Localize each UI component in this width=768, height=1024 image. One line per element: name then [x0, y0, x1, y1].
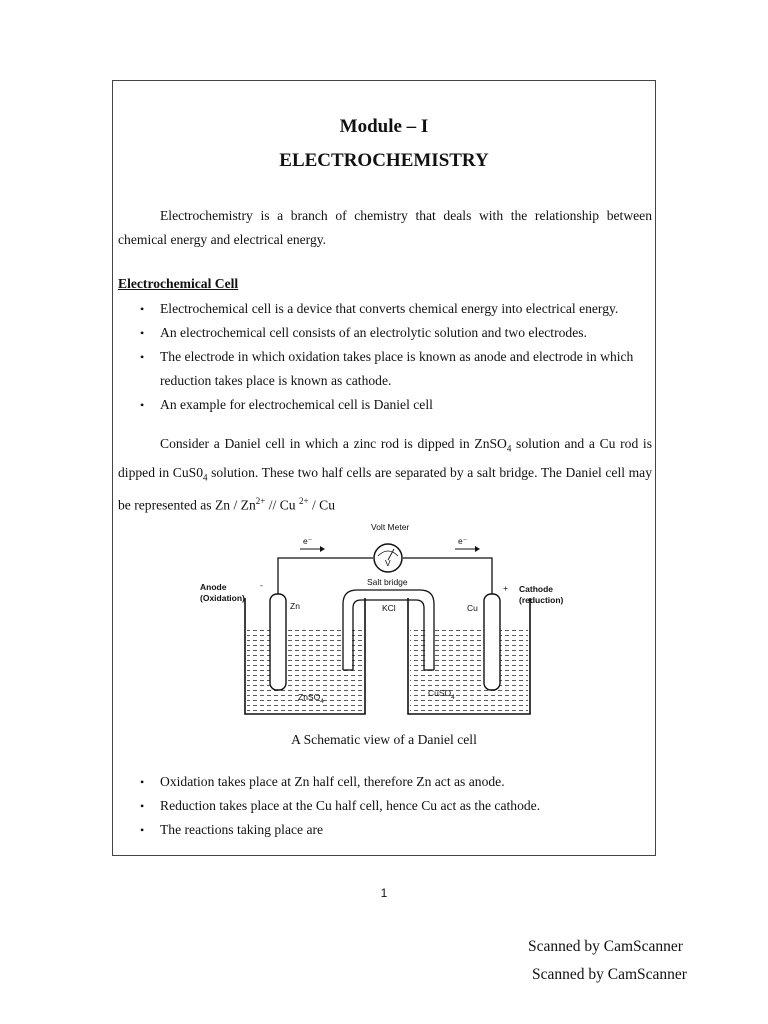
voltmeter-symbol: V: [385, 558, 391, 568]
salt-bridge-label: Salt bridge: [367, 577, 408, 587]
bullet-icon: •: [140, 398, 145, 412]
daniel-text-5: / Cu: [308, 497, 335, 513]
superscript-charge: 2+: [255, 496, 266, 507]
list-item: [118, 321, 652, 345]
list-item-text: The reactions taking place are: [160, 822, 324, 837]
list-item: [118, 770, 652, 794]
list-item-text: An example for electrochemical cell is Daniel cell: [160, 397, 433, 412]
cathode-sign: +: [503, 583, 508, 593]
subscript-4: 4: [506, 443, 512, 454]
intro-paragraph: [118, 204, 652, 252]
daniel-text-3: solution. These two half cells are separated by a salt bridge. The Daniel cell may be represented as Zn / Zn: [118, 464, 653, 513]
anode-sign: -: [260, 580, 263, 590]
daniel-text-4: // Cu: [265, 497, 299, 513]
daniel-cell-diagram: [190, 518, 580, 723]
daniel-text-2: solution and a Cu rod is dipped in CuS0: [118, 436, 652, 480]
bullet-icon: •: [140, 302, 145, 316]
zinc-rod: [270, 594, 286, 690]
list-item-text: An electrochemical cell consists of an electrolytic solution and two electrodes.: [160, 325, 587, 340]
page-number: 1: [380, 886, 388, 900]
electrochemical-cell-bullets: [118, 297, 652, 417]
anode-sublabel: (Oxidation): [200, 593, 245, 603]
daniel-cell-paragraph: [118, 432, 652, 518]
zn-label: Zn: [290, 601, 300, 611]
list-item-text: Reduction takes place at the Cu half cell, hence Cu act as the cathode.: [160, 798, 541, 813]
cuso4-label: CuSO$_4$: [428, 688, 455, 701]
anode-label: Anode: [200, 582, 227, 592]
list-item: [118, 297, 652, 321]
bullet-icon: •: [140, 326, 145, 340]
list-item-text: Oxidation takes place at Zn half cell, therefore Zn act as anode.: [160, 774, 505, 789]
cathode-label: Cathode: [519, 584, 553, 594]
bullet-icon: •: [140, 823, 145, 837]
cathode-sublabel: (reduction): [519, 595, 564, 605]
half-cell-bullets: [118, 770, 652, 842]
diagram-caption: A Schematic view of a Daniel cell: [291, 732, 477, 747]
scan-stamp: Scanned by CamScanner: [528, 938, 683, 955]
list-item: [118, 794, 652, 818]
salt-bridge-fill-right: [425, 630, 433, 670]
intro-text: Electrochemistry is a branch of chemistry that deals with the relationship between chemical energy and electrical energy.: [118, 208, 652, 247]
kcl-label: KCl: [382, 603, 396, 613]
electrochemical-cell-heading: Electrochemical Cell: [118, 276, 239, 291]
arrowhead-left: [320, 546, 325, 552]
cu-label: Cu: [467, 603, 478, 613]
superscript-charge: 2+: [298, 496, 309, 507]
copper-rod: [484, 594, 500, 690]
list-item-text: Electrochemical cell is a device that converts chemical energy into electrical energy.: [160, 301, 619, 316]
daniel-text-1: Consider a Daniel cell in which a zinc rod is dipped in ZnSO: [160, 436, 507, 451]
znso4-label: ZnSO$_4$: [298, 692, 324, 705]
electron-label-left: e⁻: [303, 536, 313, 546]
arrowhead-right: [475, 546, 480, 552]
list-item-text: The electrode in which oxidation takes place is known as anode and electrode in which reduction takes place is known as cathode.: [160, 349, 634, 388]
subscript-4: 4: [203, 472, 208, 483]
bullet-icon: •: [140, 775, 145, 789]
list-item: [118, 393, 652, 417]
volt-meter-label: Volt Meter: [371, 522, 410, 532]
section-title: ELECTROCHEMISTRY: [279, 150, 489, 171]
module-title: Module – I: [339, 116, 429, 137]
scan-stamp: Scanned by CamScanner: [532, 966, 687, 983]
bullet-icon: •: [140, 350, 145, 364]
bullet-icon: •: [140, 799, 145, 813]
electron-label-right: e⁻: [458, 536, 468, 546]
salt-bridge-fill-left: [344, 630, 352, 670]
list-item: [118, 345, 652, 393]
list-item: [118, 818, 652, 842]
